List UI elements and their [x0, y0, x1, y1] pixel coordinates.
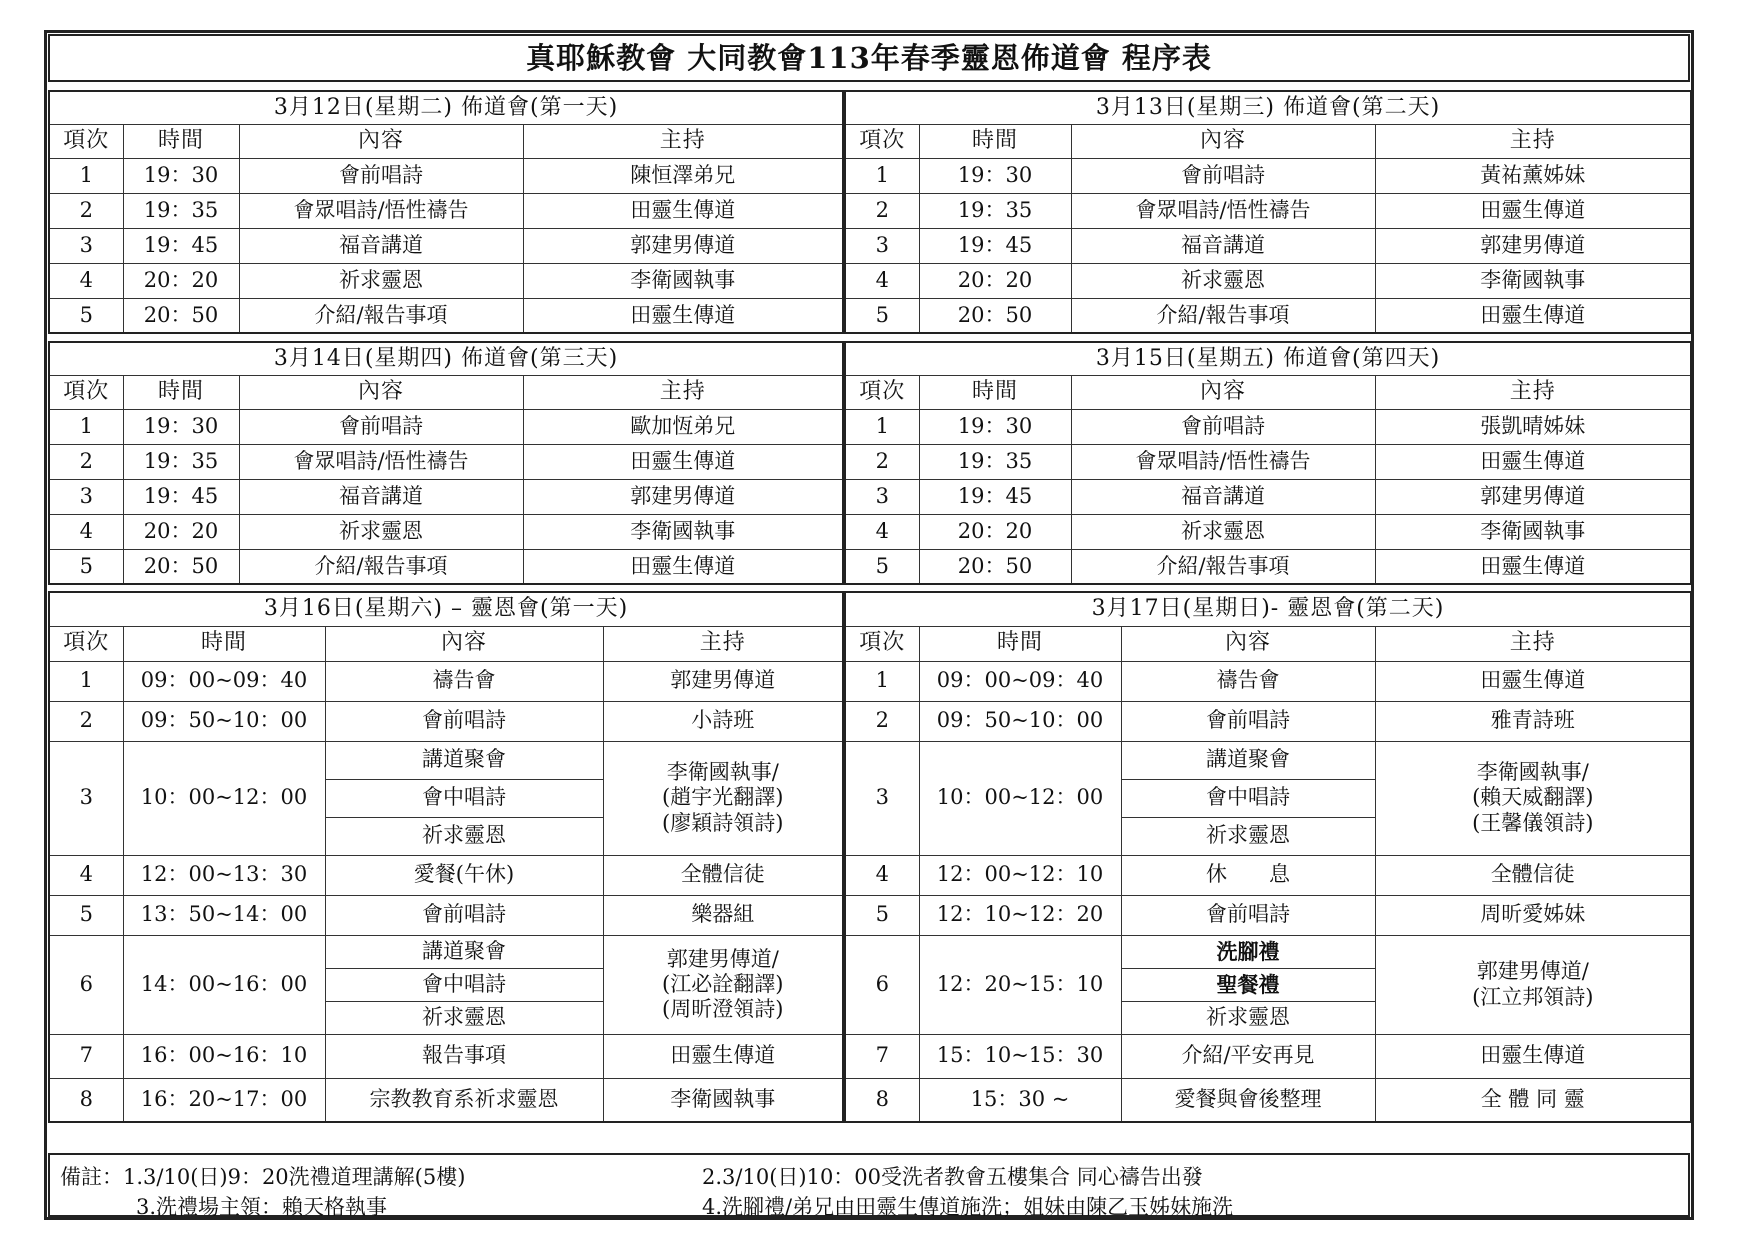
item-no: 3: [845, 228, 919, 263]
item-no: 1: [845, 158, 919, 193]
header-no: 項次: [845, 375, 919, 409]
item-no: 3: [845, 479, 919, 514]
table-row: [49, 298, 843, 333]
item-host: 田靈生傳道: [523, 444, 843, 479]
item-content: 會前唱詩: [239, 158, 523, 193]
item-no: 5: [845, 549, 919, 584]
note-3: 3.洗禮場主領：賴天格執事: [136, 1195, 388, 1219]
item-no: 4: [845, 855, 919, 895]
notes-section: [48, 1153, 1690, 1217]
item-content: 會眾唱詩/悟性禱告: [239, 193, 523, 228]
item-host: 郭建男傳道: [1375, 479, 1691, 514]
item-time: 20：50: [123, 549, 239, 584]
header-time: 時間: [919, 626, 1121, 661]
table-row: [49, 855, 843, 895]
item-no: 7: [49, 1034, 123, 1078]
item-no: 1: [49, 661, 123, 701]
table-row: [845, 701, 1691, 741]
table-row: [49, 479, 843, 514]
table-row: [49, 409, 843, 444]
table-row: [49, 661, 843, 701]
item-host: 郭建男傳道: [523, 479, 843, 514]
item-time: 14：00~16：00: [123, 935, 325, 1034]
item-host: 李衛國執事: [603, 1078, 843, 1122]
table-caption: 3月15日(星期五) 佈道會(第四天): [845, 342, 1691, 375]
item-content: 祈求靈恩: [325, 817, 603, 855]
item-time: 19：30: [123, 158, 239, 193]
item-time: 10：00~12：00: [123, 741, 325, 855]
item-host: 小詩班: [603, 701, 843, 741]
item-no: 4: [49, 263, 123, 298]
table-row: [845, 549, 1691, 584]
schedule-table-mar15: [844, 341, 1692, 585]
item-no: 4: [49, 514, 123, 549]
item-host: 雅青詩班: [1375, 701, 1691, 741]
table-row: [845, 479, 1691, 514]
item-no: 5: [49, 298, 123, 333]
item-time: 09：50~10：00: [123, 701, 325, 741]
item-no: 1: [845, 661, 919, 701]
item-host: 田靈生傳道: [603, 1034, 843, 1078]
item-no: 2: [49, 193, 123, 228]
item-host: [1375, 935, 1691, 1034]
item-host: 全 體 同 靈: [1375, 1078, 1691, 1122]
item-time: 19：35: [123, 193, 239, 228]
table-row: [845, 158, 1691, 193]
schedule-table-mar12: [48, 90, 844, 334]
item-time: 12：20~15：10: [919, 935, 1121, 1034]
item-no: 2: [845, 193, 919, 228]
item-host: 黃祐薰姊妹: [1375, 158, 1691, 193]
header-content: 內容: [1071, 375, 1375, 409]
item-no: 4: [845, 263, 919, 298]
host-line: (廖穎詩領詩): [662, 810, 784, 835]
table-row: [49, 263, 843, 298]
item-host: 歐加恆弟兄: [523, 409, 843, 444]
item-content: 會眾唱詩/悟性禱告: [1071, 444, 1375, 479]
item-time: 19：30: [919, 409, 1071, 444]
header-host: 主持: [523, 375, 843, 409]
table-caption: 3月17日(星期日)- 靈恩會(第二天): [845, 592, 1691, 626]
item-host: 陳恒澤弟兄: [523, 158, 843, 193]
item-time: 20：20: [919, 263, 1071, 298]
item-content: 祈求靈恩: [1071, 514, 1375, 549]
item-time: 09：00~09：40: [123, 661, 325, 701]
item-time: 20：20: [123, 514, 239, 549]
table-row: [845, 444, 1691, 479]
item-no: 1: [49, 409, 123, 444]
item-content: 報告事項: [325, 1034, 603, 1078]
header-no: 項次: [49, 124, 123, 158]
item-content: 愛餐與會後整理: [1121, 1078, 1375, 1122]
item-no: 1: [845, 409, 919, 444]
item-time: 20：50: [919, 549, 1071, 584]
item-time: 15：10~15：30: [919, 1034, 1121, 1078]
table-row: [845, 1078, 1691, 1122]
item-content: 介紹/報告事項: [239, 549, 523, 584]
host-line: 郭建男傳道/: [666, 946, 779, 971]
item-no: 5: [845, 298, 919, 333]
table-row: [845, 514, 1691, 549]
item-no: 5: [845, 895, 919, 935]
item-content: 祈求靈恩: [1121, 1001, 1375, 1034]
table-caption: 3月12日(星期二) 佈道會(第一天): [49, 91, 843, 124]
item-content: 會眾唱詩/悟性禱告: [239, 444, 523, 479]
item-time: 19：45: [919, 479, 1071, 514]
header-content: 內容: [1121, 626, 1375, 661]
item-content: 會前唱詩: [325, 895, 603, 935]
item-time: 19：35: [919, 444, 1071, 479]
item-no: 7: [845, 1034, 919, 1078]
item-time: 19：30: [123, 409, 239, 444]
table-row: [845, 661, 1691, 701]
page-title: 真耶穌教會 大同教會113年春季靈恩佈道會 程序表: [48, 34, 1690, 82]
item-host: 郭建男傳道: [523, 228, 843, 263]
host-line: 李衛國執事/: [666, 760, 779, 785]
table-row: [49, 1034, 843, 1078]
item-time: 09：00~09：40: [919, 661, 1121, 701]
host-line: (趙宇光翻譯): [662, 785, 784, 810]
table-row: [845, 263, 1691, 298]
item-host: 田靈生傳道: [523, 193, 843, 228]
item-no: 3: [49, 228, 123, 263]
table-row: [845, 298, 1691, 333]
item-time: 15：30 ~: [919, 1078, 1121, 1122]
table-row: [49, 895, 843, 935]
header-time: 時間: [919, 375, 1071, 409]
host-line: (周昕澄領詩): [662, 997, 784, 1022]
schedule-table-mar13: [844, 90, 1692, 334]
item-content: 會前唱詩: [325, 701, 603, 741]
item-no: 5: [49, 895, 123, 935]
item-time: 16：00~16：10: [123, 1034, 325, 1078]
header-host: 主持: [523, 124, 843, 158]
header-host: 主持: [603, 626, 843, 661]
table-row: [49, 741, 843, 779]
item-time: 20：20: [123, 263, 239, 298]
header-no: 項次: [49, 375, 123, 409]
item-time: 09：50~10：00: [919, 701, 1121, 741]
header-host: 主持: [1375, 626, 1691, 661]
item-content: 祈求靈恩: [239, 263, 523, 298]
item-host: 周昕愛姊妹: [1375, 895, 1691, 935]
table-row: [845, 895, 1691, 935]
item-content: 愛餐(午休): [325, 855, 603, 895]
item-content: 福音講道: [239, 479, 523, 514]
table-row: [845, 741, 1691, 779]
header-no: 項次: [49, 626, 123, 661]
item-content: 會眾唱詩/悟性禱告: [1071, 193, 1375, 228]
header-content: 內容: [239, 124, 523, 158]
item-content: 祈求靈恩: [1121, 817, 1375, 855]
item-content: 講道聚會: [1121, 741, 1375, 779]
table-row: [49, 228, 843, 263]
item-time: 20：50: [123, 298, 239, 333]
item-content: 洗腳禮: [1121, 935, 1375, 968]
table-row: [49, 935, 843, 968]
item-no: 4: [49, 855, 123, 895]
item-host: 全體信徒: [603, 855, 843, 895]
table-row: [49, 444, 843, 479]
item-content: 會前唱詩: [1071, 409, 1375, 444]
item-no: 6: [845, 935, 919, 1034]
item-content: 講道聚會: [325, 935, 603, 968]
header-content: 內容: [325, 626, 603, 661]
item-time: 12：00~13：30: [123, 855, 325, 895]
item-content: 禱告會: [325, 661, 603, 701]
item-time: 19：30: [919, 158, 1071, 193]
item-time: 20：20: [919, 514, 1071, 549]
item-content: 會前唱詩: [1121, 701, 1375, 741]
table-caption: 3月16日(星期六) – 靈恩會(第一天): [49, 592, 843, 626]
schedule-table-mar14: [48, 341, 844, 585]
item-content: 福音講道: [1071, 228, 1375, 263]
item-host: 田靈生傳道: [523, 298, 843, 333]
note-1: 備註：1.3/10(日)9：20洗禮道理講解(5樓): [60, 1165, 466, 1189]
schedule-table-mar16: [48, 591, 844, 1123]
item-time: 10：00~12：00: [919, 741, 1121, 855]
table-row: [845, 935, 1691, 968]
item-host: [603, 935, 843, 1034]
table-row: [845, 409, 1691, 444]
item-content: 講道聚會: [325, 741, 603, 779]
table-row: [49, 158, 843, 193]
item-content: 會前唱詩: [1071, 158, 1375, 193]
item-content: 介紹/報告事項: [1071, 549, 1375, 584]
item-host: [603, 741, 843, 855]
item-no: 2: [49, 444, 123, 479]
item-content: 會中唱詩: [325, 779, 603, 817]
item-content: 福音講道: [239, 228, 523, 263]
table-caption: 3月13日(星期三) 佈道會(第二天): [845, 91, 1691, 124]
table-row: [49, 549, 843, 584]
item-host: 田靈生傳道: [1375, 444, 1691, 479]
host-line: (王馨儀領詩): [1472, 810, 1594, 835]
item-content: 祈求靈恩: [1071, 263, 1375, 298]
item-time: 12：00~12：10: [919, 855, 1121, 895]
item-host: 田靈生傳道: [523, 549, 843, 584]
item-host: 郭建男傳道: [603, 661, 843, 701]
table-row: [49, 193, 843, 228]
item-content: 介紹/平安再見: [1121, 1034, 1375, 1078]
header-no: 項次: [845, 124, 919, 158]
item-no: 5: [49, 549, 123, 584]
item-content: 宗教教育系祈求靈恩: [325, 1078, 603, 1122]
table-row: [49, 1078, 843, 1122]
item-content: 會前唱詩: [1121, 895, 1375, 935]
item-no: 1: [49, 158, 123, 193]
host-line: (江立邦領詩): [1472, 984, 1594, 1009]
item-time: 13：50~14：00: [123, 895, 325, 935]
item-content: 福音講道: [1071, 479, 1375, 514]
item-no: 2: [49, 701, 123, 741]
item-host: 樂器組: [603, 895, 843, 935]
item-no: 6: [49, 935, 123, 1034]
header-host: 主持: [1375, 375, 1691, 409]
header-content: 內容: [1071, 124, 1375, 158]
item-content: 聖餐禮: [1121, 968, 1375, 1001]
item-host: 田靈生傳道: [1375, 298, 1691, 333]
item-time: 12：10~12：20: [919, 895, 1121, 935]
item-time: 19：45: [123, 479, 239, 514]
item-host: 田靈生傳道: [1375, 1034, 1691, 1078]
header-no: 項次: [845, 626, 919, 661]
item-no: 3: [49, 479, 123, 514]
header-host: 主持: [1375, 124, 1691, 158]
header-time: 時間: [123, 375, 239, 409]
host-line: 郭建男傳道/: [1476, 959, 1589, 984]
item-time: 19：45: [123, 228, 239, 263]
item-time: 19：35: [123, 444, 239, 479]
schedule-table-mar17: [844, 591, 1692, 1123]
item-content: 祈求靈恩: [239, 514, 523, 549]
note-4: 4.洗腳禮/弟兄由田靈生傳道施洗；姐妹由陳乙玉姊妹施洗: [702, 1195, 1234, 1219]
item-content: 會中唱詩: [1121, 779, 1375, 817]
item-no: 8: [845, 1078, 919, 1122]
item-no: 8: [49, 1078, 123, 1122]
note-2: 2.3/10(日)10：00受洗者教會五樓集合 同心禱告出發: [702, 1165, 1203, 1189]
table-row: [845, 193, 1691, 228]
item-time: 20：50: [919, 298, 1071, 333]
item-time: 16：20~17：00: [123, 1078, 325, 1122]
table-row: [845, 228, 1691, 263]
item-time: 19：35: [919, 193, 1071, 228]
item-host: 郭建男傳道: [1375, 228, 1691, 263]
item-host: 全體信徒: [1375, 855, 1691, 895]
table-row: [845, 855, 1691, 895]
item-content: 會前唱詩: [239, 409, 523, 444]
item-content: 介紹/報告事項: [1071, 298, 1375, 333]
header-time: 時間: [123, 626, 325, 661]
table-row: [49, 701, 843, 741]
header-content: 內容: [239, 375, 523, 409]
item-content: 介紹/報告事項: [239, 298, 523, 333]
item-no: 3: [49, 741, 123, 855]
item-no: 4: [845, 514, 919, 549]
item-content: 禱告會: [1121, 661, 1375, 701]
table-caption: 3月14日(星期四) 佈道會(第三天): [49, 342, 843, 375]
item-host: 田靈生傳道: [1375, 661, 1691, 701]
host-line: 李衛國執事/: [1476, 760, 1589, 785]
table-row: [845, 1034, 1691, 1078]
item-content: 會中唱詩: [325, 968, 603, 1001]
host-line: (賴天威翻譯): [1472, 785, 1594, 810]
host-line: (江必詮翻譯): [662, 971, 784, 996]
item-host: 田靈生傳道: [1375, 549, 1691, 584]
item-content: 休 息: [1121, 855, 1375, 895]
item-no: 3: [845, 741, 919, 855]
item-host: 張凱晴姊妹: [1375, 409, 1691, 444]
item-no: 2: [845, 701, 919, 741]
table-row: [49, 514, 843, 549]
item-host: 李衛國執事: [1375, 263, 1691, 298]
item-no: 2: [845, 444, 919, 479]
item-host: 李衛國執事: [523, 263, 843, 298]
item-time: 19：45: [919, 228, 1071, 263]
item-host: [1375, 741, 1691, 855]
item-host: 李衛國執事: [1375, 514, 1691, 549]
item-host: 李衛國執事: [523, 514, 843, 549]
header-time: 時間: [919, 124, 1071, 158]
header-time: 時間: [123, 124, 239, 158]
item-host: 田靈生傳道: [1375, 193, 1691, 228]
item-content: 祈求靈恩: [325, 1001, 603, 1034]
